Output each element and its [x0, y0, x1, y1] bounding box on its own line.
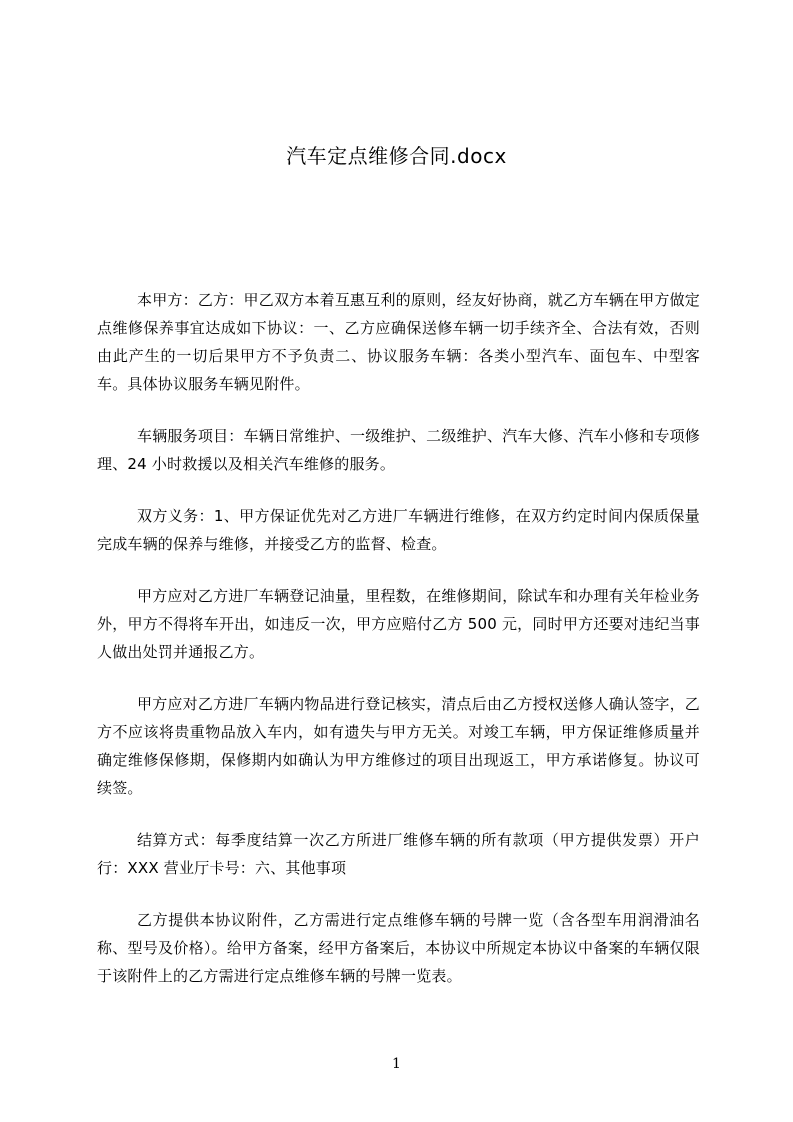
paragraph-service-items: 车辆服务项目：车辆日常维护、一级维护、二级维护、汽车大修、汽车小修和专项修理、24 小时救援以及相关汽车维修的服务。 [97, 427, 700, 473]
page-number: 1 [392, 1056, 401, 1072]
paragraph-mileage-registration: 甲方应对乙方进厂车辆登记油量，里程数，在维修期间，除试车和办理有关年检业务外，甲方不得将车开出，如违反一次，甲方应赔付乙方 500 元，同时甲方还要对违纪当事人做出处罚并通报乙方。 [97, 587, 700, 661]
paragraph-agreement-intro: 本甲方：乙方：甲乙双方本着互惠互利的原则，经友好协商，就乙方车辆在甲方做定点维修保养事宜达成如下协议：一、乙方应确保送修车辆一切手续齐全、合法有效，否则由此产生的一切后果甲方不予负责二、协议服务车辆：各类小型汽车、面包车、中型客车。具体协议服务车辆见附件。 [97, 291, 700, 393]
paragraph-attachment: 乙方提供本协议附件，乙方需进行定点维修车辆的号牌一览（含各型车用润滑油名称、型号及价格）。给甲方备案，经甲方备案后，本协议中所规定本协议中备案的车辆仅限于该附件上的乙方需进行定点维修车辆的号牌一览表。 [97, 911, 700, 985]
document-body [97, 286, 700, 1014]
paragraph-items-verification: 甲方应对乙方进厂车辆内物品进行登记核实，清点后由乙方授权送修人确认签字，乙方不应该将贵重物品放入车内，如有遗失与甲方无关。对竣工车辆，甲方保证维修质量并确定维修保修期，保修期内如确认为甲方维修过的项目出现返工，甲方承诺修复。协议可续签。 [97, 695, 700, 797]
paragraph-settlement: 结算方式：每季度结算一次乙方所进厂维修车辆的所有款项（甲方提供发票）开户行：XXX 营业厅卡号：六、其他事项 [97, 831, 700, 877]
document-title: 汽车定点维修合同.docx [286, 144, 507, 168]
paragraph-obligations: 双方义务：1、甲方保证优先对乙方进厂车辆进行维修，在双方约定时间内保质保量完成车辆的保养与维修，并接受乙方的监督、检查。 [97, 507, 700, 553]
